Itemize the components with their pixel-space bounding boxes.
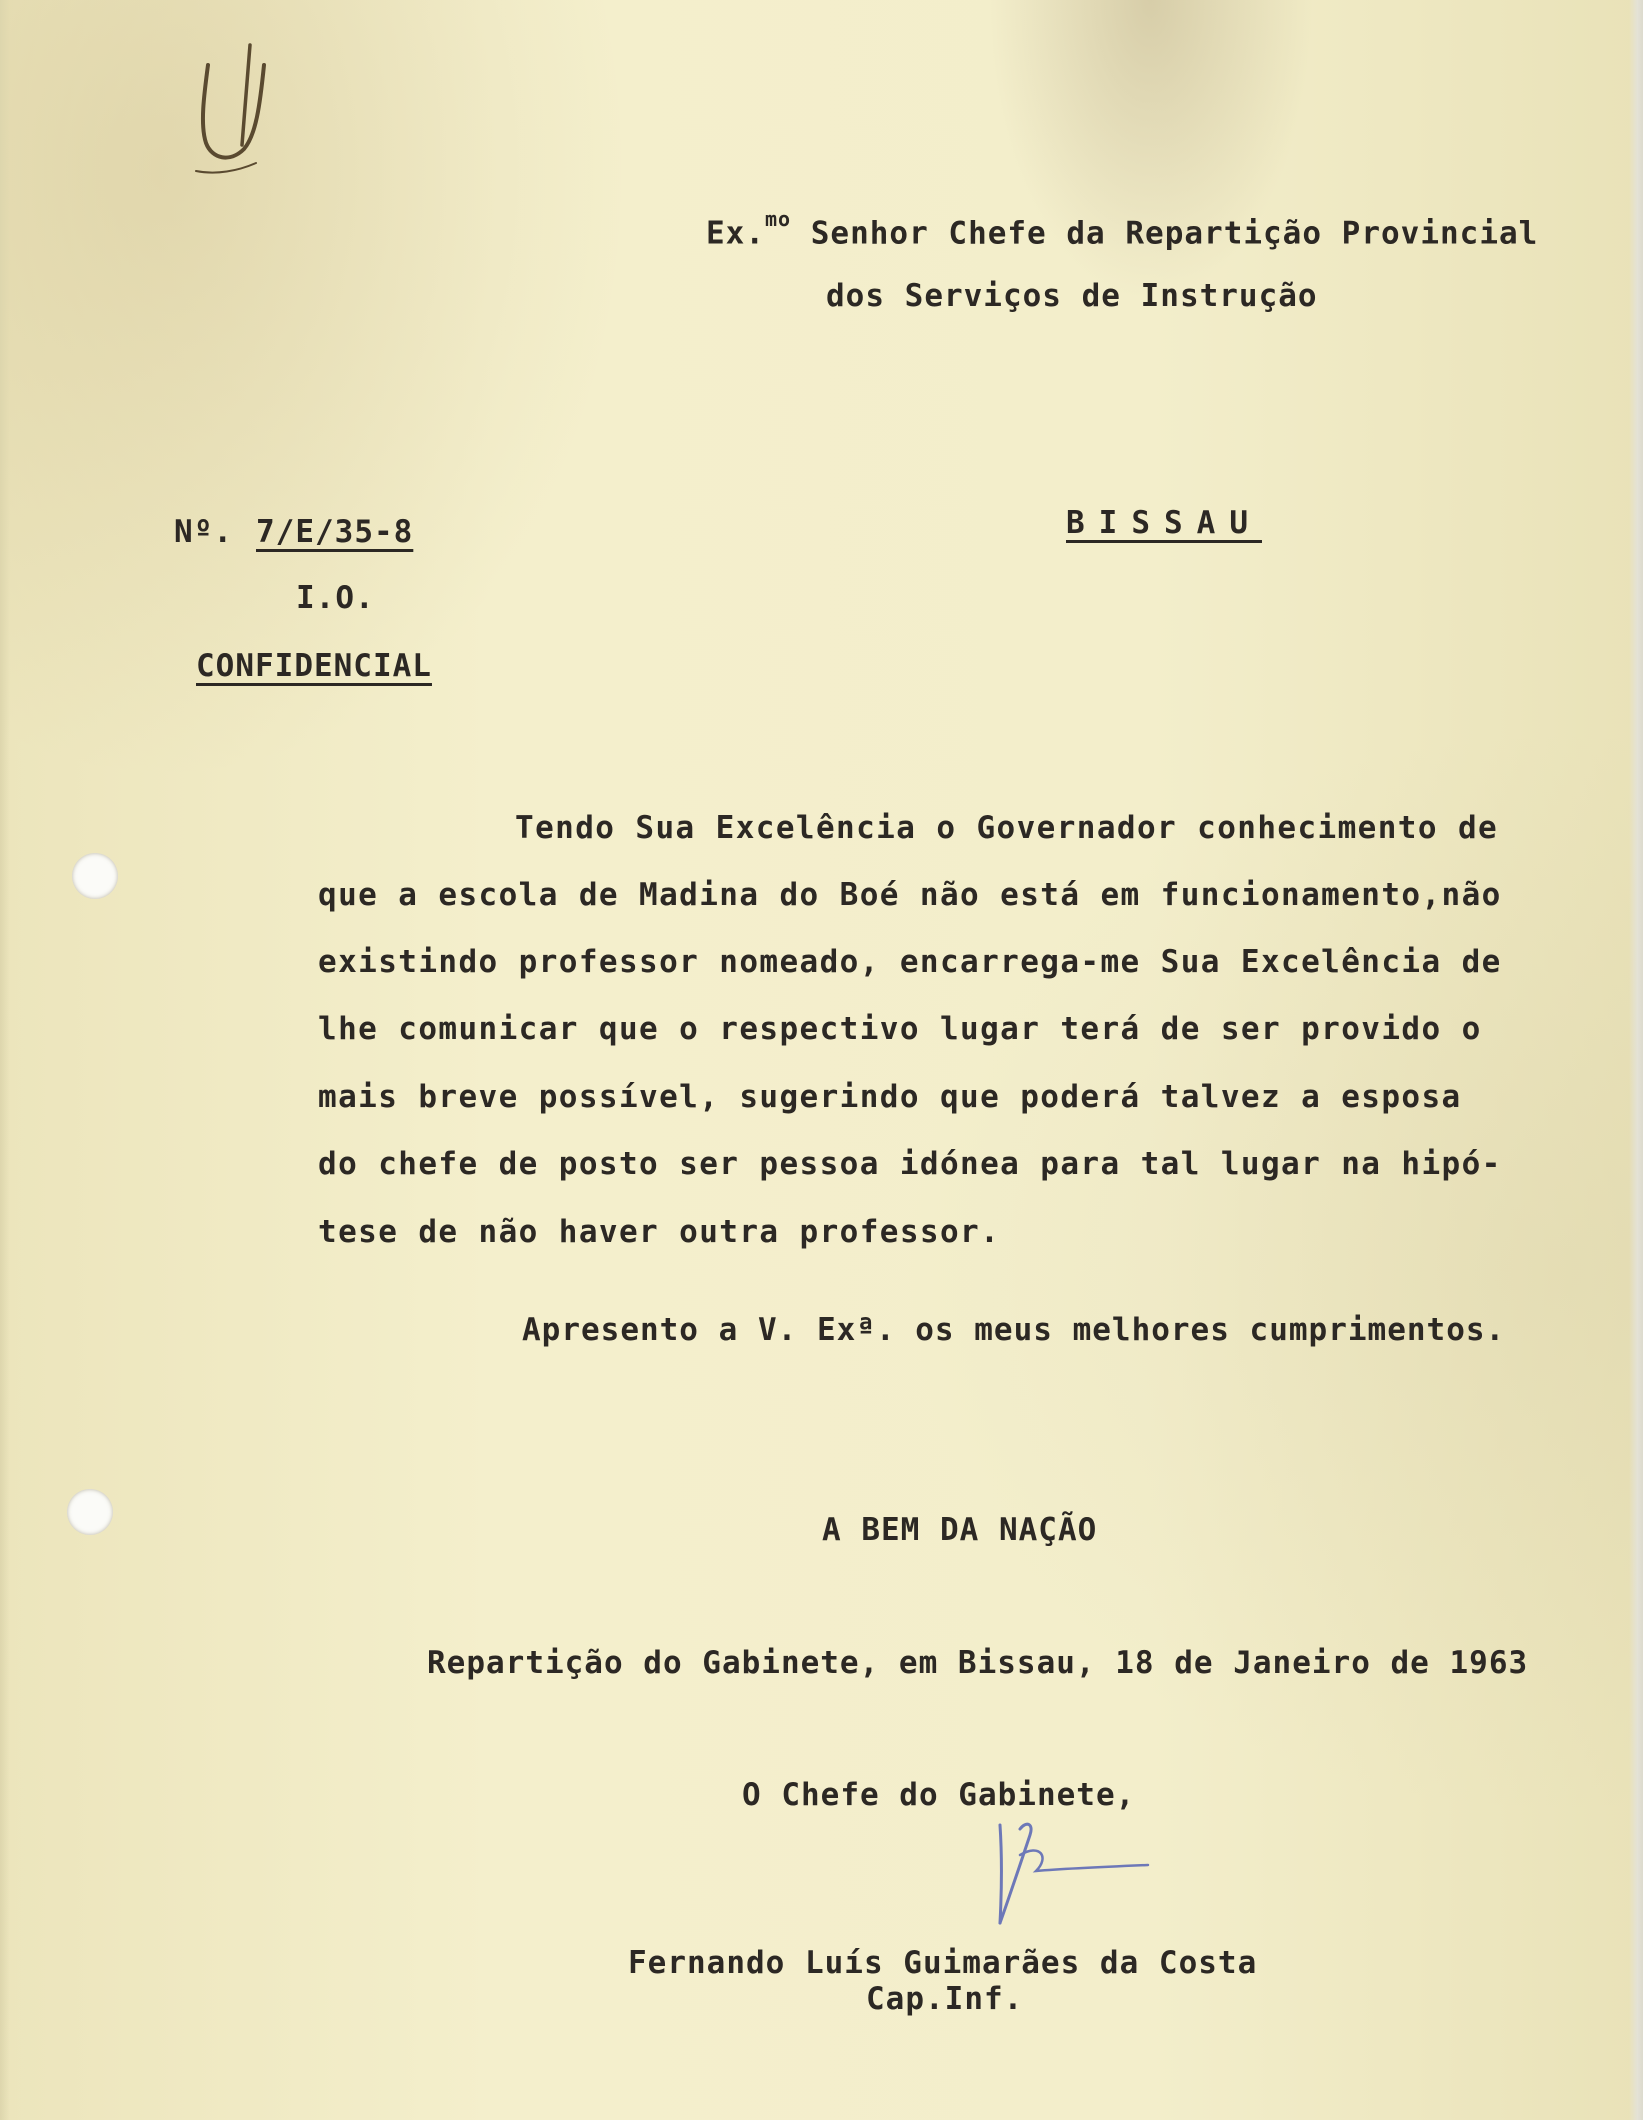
city-heading: BISSAU <box>1066 505 1262 541</box>
place-and-date: Repartição do Gabinete, em Bissau, 18 de Janeiro de 1963 <box>427 1645 1529 1681</box>
reference-number-value: 7/E/35-8 <box>256 514 414 550</box>
addressee-line-2: dos Serviços de Instrução <box>826 278 1318 314</box>
reference-number-label: Nº. <box>174 514 233 550</box>
pencil-initial-mark <box>186 25 286 185</box>
body-line-7: tese de não haver outra professor. <box>318 1214 1001 1250</box>
paper-edge-left <box>0 0 10 2120</box>
addressee-prefix: Ex. <box>706 215 765 252</box>
body-line-3: existindo professor nomeado, encarrega-me Sua Excelência de <box>318 944 1502 980</box>
handwritten-signature <box>980 1795 1160 1930</box>
addressee-line-1-text: Senhor Chefe da Repartição Provincial <box>791 215 1539 252</box>
signer-name: Fernando Luís Guimarães da Costa <box>628 1945 1258 1981</box>
paper-edge-right <box>1629 0 1643 2120</box>
addressee-prefix-superscript: mo <box>765 207 792 231</box>
body-line-2: que a escola de Madina do Boé não está em funcionamento,não <box>318 877 1502 913</box>
closing-greeting: Apresento a V. Exª. os meus melhores cumprimentos. <box>522 1312 1506 1348</box>
motto: A BEM DA NAÇÃO <box>822 1512 1098 1548</box>
signer-rank: Cap.Inf. <box>866 1981 1024 2017</box>
punch-hole-top <box>72 853 118 899</box>
reference-code: I.O. <box>296 580 375 616</box>
body-line-1: Tendo Sua Excelência o Governador conhecimento de <box>515 810 1499 846</box>
body-line-4: lhe comunicar que o respectivo lugar terá de ser provido o <box>318 1011 1482 1047</box>
punch-hole-bottom <box>67 1489 113 1535</box>
body-line-5: mais breve possível, sugerindo que poderá talvez a esposa <box>318 1079 1462 1115</box>
body-line-6: do chefe de posto ser pessoa idónea para tal lugar na hipó- <box>318 1146 1502 1182</box>
classification-label: CONFIDENCIAL <box>196 648 432 684</box>
closing-title: O Chefe do Gabinete, <box>742 1777 1136 1813</box>
addressee-line-1 <box>706 207 1539 252</box>
